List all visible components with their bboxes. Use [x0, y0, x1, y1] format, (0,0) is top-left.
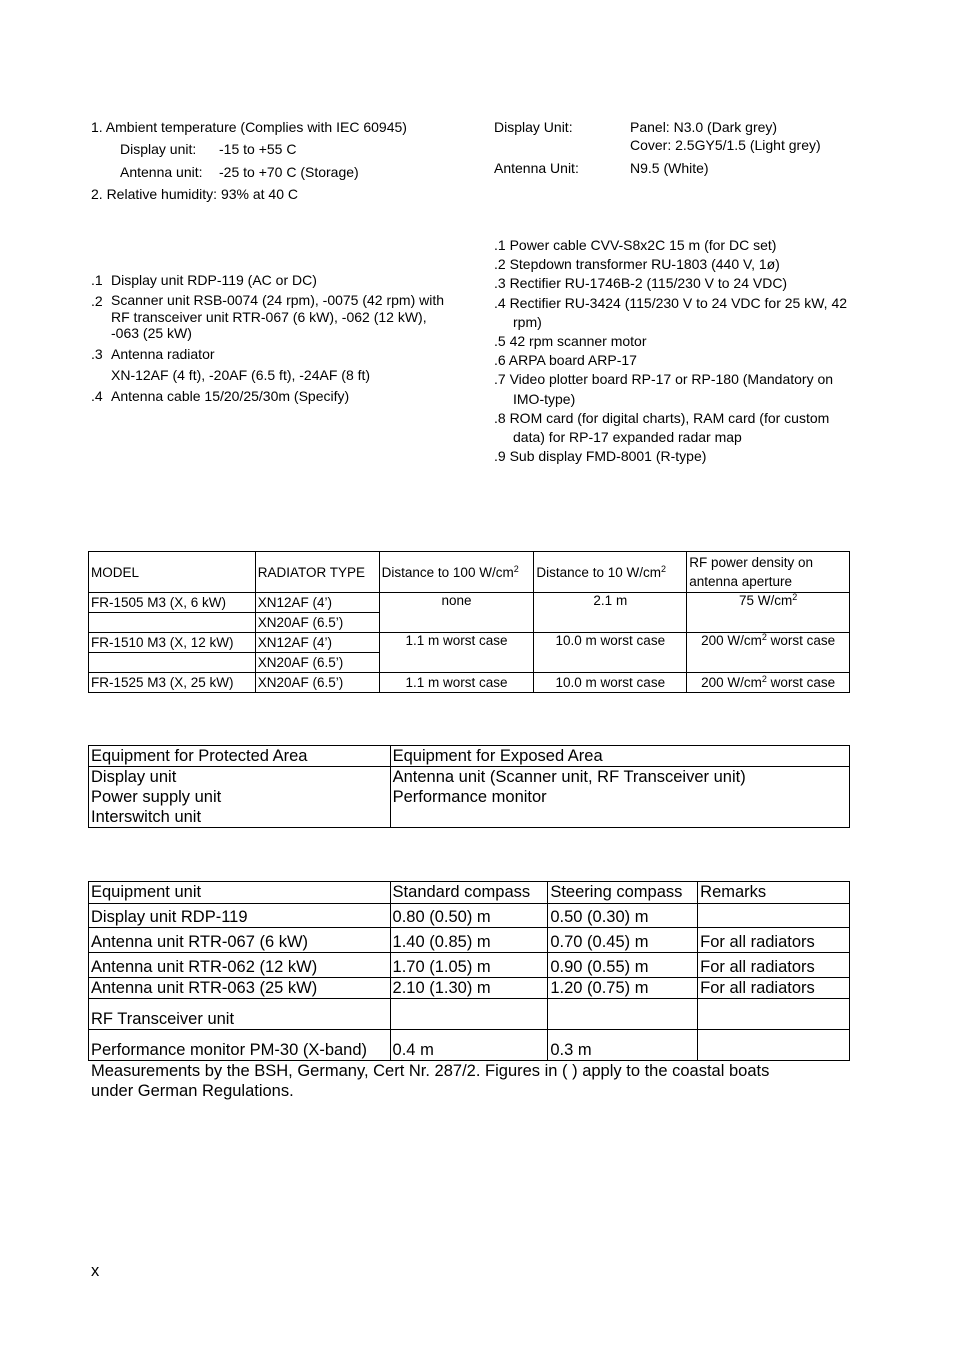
header-distance-100: Distance to 100 $W/cm^2$: [379, 552, 534, 593]
table-row: FR-1510 M3 (X, 12 kW) XN12AF (4’) 1.1 m worst case 10.0 m worst case 200 $W/cm^2$ worst case: [89, 633, 850, 653]
ambient-temperature: 1. Ambient temperature (Complies with IEC 60945): [91, 119, 407, 135]
coating-antenna-value: N9.5 (White): [630, 160, 709, 176]
coating-display-label: Display Unit:: [494, 119, 573, 135]
coating-antenna-label: Antenna Unit:: [494, 160, 579, 176]
list-item: XN-12AF (4 ft), -20AF (6.5 ft), -24AF (8 ft): [111, 366, 371, 383]
table-row: Performance monitor PM-30 (X-band) 0.4 m 0.3 m: [89, 1030, 850, 1061]
area-table: [88, 745, 850, 828]
list-item: .9 Sub display FMD-8001 (R-type): [494, 448, 707, 465]
table-row: Antenna unit RTR-067 (6 kW) 1.40 (0.85) m 0.70 (0.45) m For all radiators: [89, 928, 850, 953]
table-row: Display unit Power supply unit Interswitch unit Antenna unit (Scanner unit, RF Transceiver unit) Performance monitor: [89, 767, 850, 828]
page-number: x: [91, 1262, 100, 1280]
coating-panel: Panel: N3.0 (Dark grey): [630, 119, 778, 135]
list-item: .4 Antenna cable 15/20/25/30m (Specify): [91, 387, 350, 404]
equipment-list: [91, 271, 471, 405]
header-radiator: RADIATOR TYPE: [255, 552, 379, 593]
list-item: .1 Power cable CVV-S8x2C 15 m (for DC set): [494, 237, 777, 253]
rf-radiation-table: [88, 551, 850, 693]
list-item: .3 Rectifier RU-1746B-2 (115/230 V to 24 VDC): [494, 275, 788, 292]
environment-section: [91, 118, 407, 203]
display-temp-label: Display unit:: [120, 141, 197, 157]
list-item: .6 ARPA board ARP-17: [494, 352, 637, 369]
table-row: FR-1505 M3 (X, 6 kW) XN12AF (4’) none 2.1 m 75 $W/cm^2$: [89, 593, 850, 613]
table-row: Antenna unit RTR-062 (12 kW) 1.70 (1.05) m 0.90 (0.55) m For all radiators: [89, 953, 850, 978]
header-distance-10: Distance to 10 $W/cm^2$: [534, 552, 687, 593]
header-density: RF power density on antenna aperture: [687, 552, 850, 593]
list-item: .7 Video plotter board RP-17 or RP-180 (Mandatory on: [494, 371, 834, 388]
display-temp-value: -15 to +55 C: [219, 141, 297, 157]
antenna-temp-label: Antenna unit:: [120, 164, 203, 180]
coating-cover: Cover: 2.5GY5/1.5 (Light grey): [630, 137, 821, 153]
header-exposed: Equipment for Exposed Area: [390, 746, 849, 767]
table-row: Antenna unit RTR-063 (25 kW) 2.10 (1.30) m 1.20 (0.75) m For all radiators: [89, 978, 850, 999]
antenna-temp-value: -25 to +70 C (Storage): [219, 164, 359, 180]
list-item: .2 Scanner unit RSB-0074 (24 rpm), -0075 (42 rpm) with RF transceiver unit RTR-067 (6 kW), -062 (12 kW), -063 (25 kW): [91, 292, 445, 341]
optional-list: [494, 236, 874, 466]
list-item: IMO-type): [513, 390, 576, 407]
compass-note: Measurements by the BSH, Germany, Cert Nr. 287/2. Figures in ( ) apply to the coastal boats under German Regulations.: [91, 1062, 770, 1100]
list-item: .5 42 rpm scanner motor: [494, 333, 647, 350]
list-item: data) for RP-17 expanded radar map: [513, 429, 742, 446]
list-item: .4 Rectifier RU-3424 (115/230 V to 24 VDC for 25 kW, 42: [494, 294, 848, 311]
table-row: RF Transceiver unit: [89, 999, 850, 1030]
antenna-temp-row: [91, 163, 407, 181]
header-protected: Equipment for Protected Area: [89, 746, 391, 767]
list-item: .2 Stepdown transformer RU-1803 (440 V, 1ø): [494, 256, 780, 273]
list-item: .3 Antenna radiator: [91, 345, 215, 362]
table-header-row: [89, 552, 850, 593]
table-header-row: [89, 746, 850, 767]
display-temp-row: [91, 140, 407, 158]
coating-antenna-row: [494, 159, 821, 177]
table-row: Display unit RDP-119 0.80 (0.50) m 0.50 (0.30) m: [89, 904, 850, 928]
list-item: rpm): [513, 313, 542, 330]
table-row: XN20AF (6.5’): [89, 613, 850, 633]
table-header-row: Equipment unit Standard compass Steering compass Remarks: [89, 882, 850, 904]
header-model: MODEL: [89, 552, 256, 593]
compass-distance-table: [88, 881, 850, 1061]
list-item: .1 Display unit RDP-119 (AC or DC): [91, 272, 317, 288]
list-item: .8 ROM card (for digital charts), RAM card (for custom: [494, 409, 830, 426]
coating-section: [494, 118, 821, 177]
coating-display-row: [494, 118, 821, 154]
relative-humidity: 2. Relative humidity: 93% at 40 C: [91, 186, 298, 202]
table-row: XN20AF (6.5’): [89, 653, 850, 673]
table-row: FR-1525 M3 (X, 25 kW) XN20AF (6.5’) 1.1 m worst case 10.0 m worst case 200 $W/cm^2$ worst case: [89, 673, 850, 693]
